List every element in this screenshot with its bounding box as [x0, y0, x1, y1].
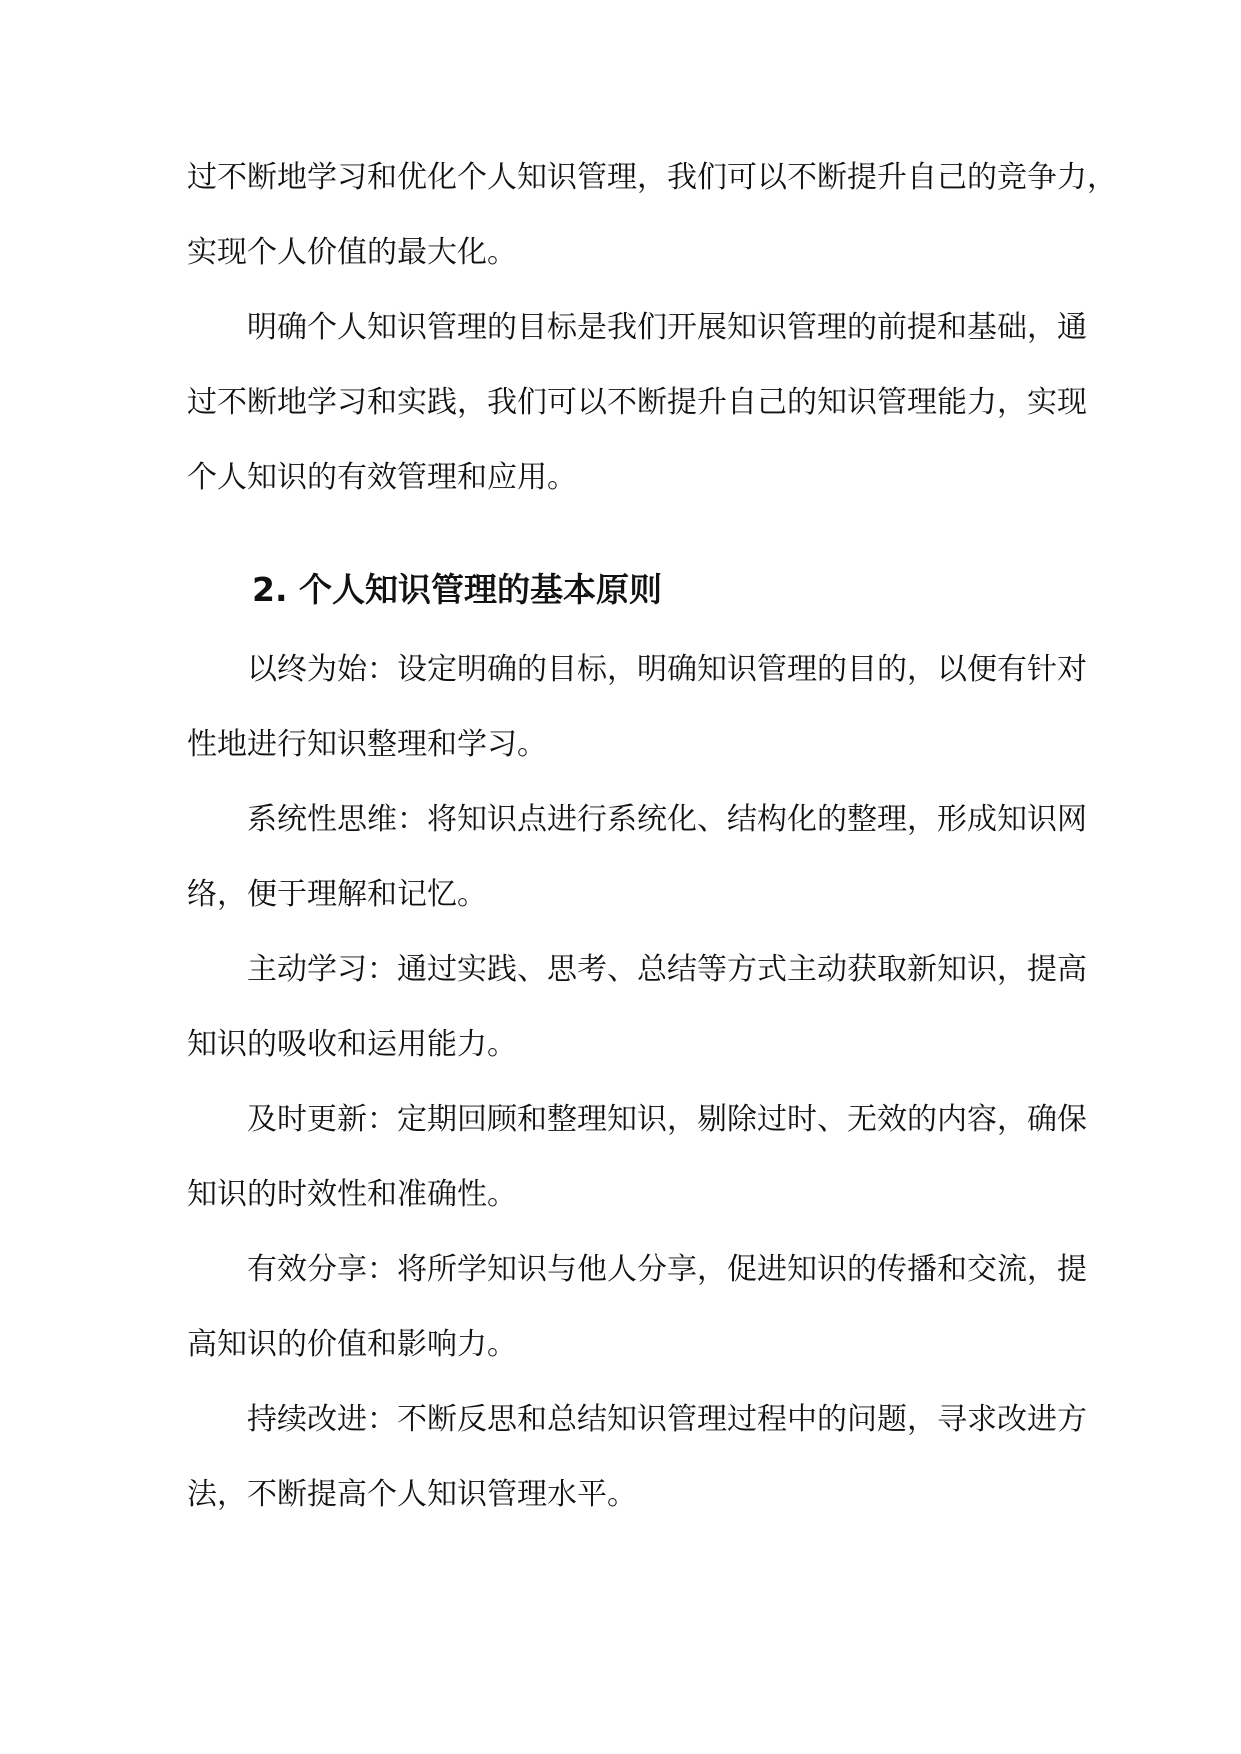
text-line: 明确个人知识管理的目标是我们开展知识管理的前提和基础，通 — [247, 310, 1087, 345]
text-line: 知识的吸收和运用能力。 — [187, 1027, 517, 1062]
text-line: 及时更新：定期回顾和整理知识，剔除过时、无效的内容，确保 — [247, 1102, 1087, 1137]
intro-paragraph-1 — [187, 140, 1117, 290]
text-line: 高知识的价值和影响力。 — [187, 1327, 517, 1362]
intro-paragraph-2 — [187, 290, 1087, 515]
text-line: 络，便于理解和记忆。 — [187, 877, 487, 912]
text-line: 以终为始：设定明确的目标，明确知识管理的目的，以便有针对 — [247, 652, 1087, 687]
spacer — [187, 515, 1087, 548]
text-line: 过不断地学习和优化个人知识管理，我们可以不断提升自己的竞争力， — [187, 160, 1117, 195]
principle-paragraph-6 — [187, 1382, 1087, 1532]
principle-paragraph-3 — [187, 932, 1087, 1082]
principle-paragraph-2 — [187, 782, 1087, 932]
document-body — [187, 140, 1117, 1532]
text-line: 主动学习：通过实践、思考、总结等方式主动获取新知识，提高 — [247, 952, 1087, 987]
principle-paragraph-5 — [187, 1232, 1087, 1382]
text-line: 实现个人价值的最大化。 — [187, 235, 517, 270]
principle-paragraph-4 — [187, 1082, 1087, 1232]
text-line: 有效分享：将所学知识与他人分享，促进知识的传播和交流，提 — [247, 1252, 1087, 1287]
text-line: 系统性思维：将知识点进行系统化、结构化的整理，形成知识网 — [247, 802, 1087, 837]
principle-paragraph-1 — [187, 632, 1087, 782]
text-line: 知识的时效性和准确性。 — [187, 1177, 517, 1212]
text-line: 个人知识的有效管理和应用。 — [187, 460, 577, 495]
text-line: 持续改进：不断反思和总结知识管理过程中的问题，寻求改进方 — [247, 1402, 1087, 1437]
text-line: 性地进行知识整理和学习。 — [187, 727, 547, 762]
text-line: 过不断地学习和实践，我们可以不断提升自己的知识管理能力，实现 — [187, 385, 1087, 420]
section-heading: 2. 个人知识管理的基本原则 — [252, 570, 662, 609]
text-line: 法，不断提高个人知识管理水平。 — [187, 1477, 637, 1512]
